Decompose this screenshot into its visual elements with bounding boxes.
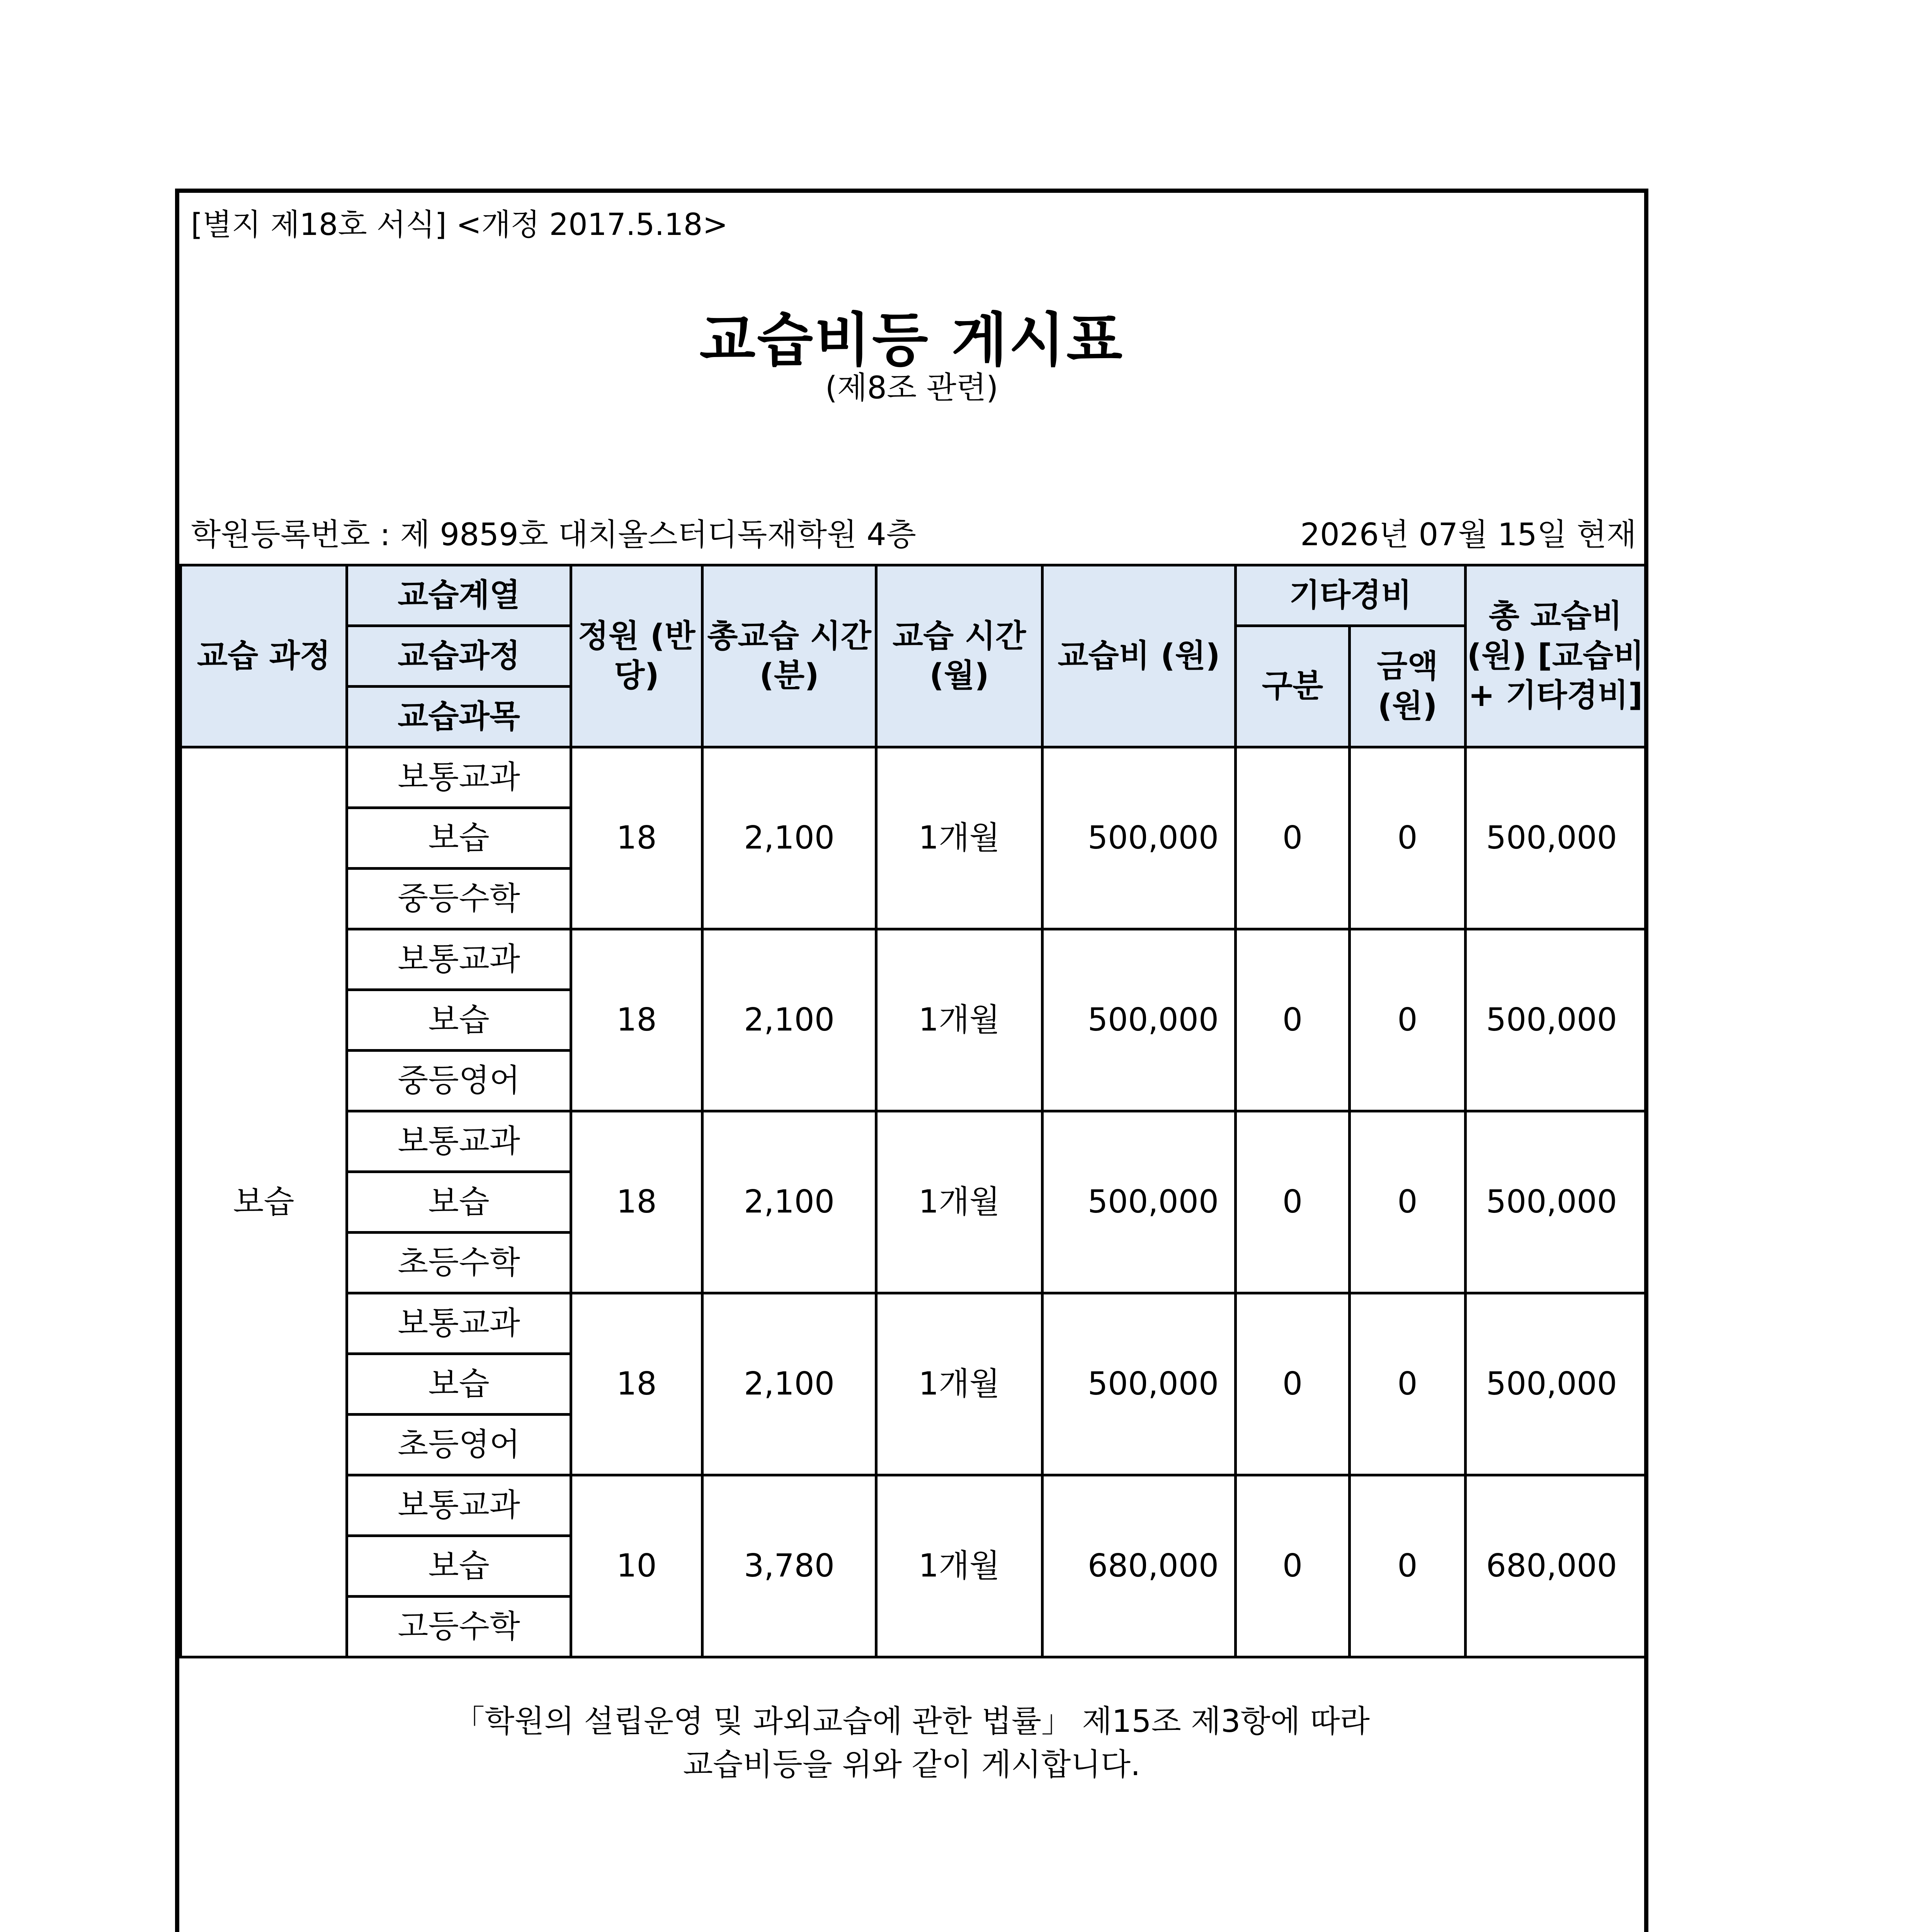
fee-cell: 500,000 [1043,1293,1236,1475]
header-total-time: 총교습 시간(분) [702,565,876,747]
course-type-cell: 보습 [181,747,347,1657]
capacity-cell: 10 [571,1475,702,1657]
category-cell: 0 [1236,747,1350,929]
header-category: 구분 [1236,626,1350,747]
total-cell: 500,000 [1466,1293,1646,1475]
category-cell: 0 [1236,929,1350,1111]
form-reference: [별지 제18호 서식] <개정 2017.5.18> [191,207,728,242]
total-time-cell: 3,780 [702,1475,876,1657]
process-cell: 보습 [347,808,571,869]
period-cell: 1개월 [876,1293,1043,1475]
process-cell: 보습 [347,990,571,1051]
series-cell: 보통교과 [347,1475,571,1536]
subject-cell: 초등수학 [347,1233,571,1293]
header-fee: 교습비 (원) [1043,565,1236,747]
series-cell: 보통교과 [347,747,571,808]
page-title: 교습비등 게시표 [699,307,1124,374]
header-course-type: 교습 과정 [181,565,347,747]
subject-cell: 중등수학 [347,869,571,929]
total-time-cell: 2,100 [702,929,876,1111]
total-cell: 500,000 [1466,1111,1646,1293]
process-cell: 보습 [347,1354,571,1415]
subject-cell: 중등영어 [347,1051,571,1111]
amount-cell: 0 [1350,1111,1466,1293]
period-cell: 1개월 [876,747,1043,929]
capacity-cell: 18 [571,747,702,929]
header-period: 교습 시간 (월) [876,565,1043,747]
category-cell: 0 [1236,1475,1350,1657]
subject-cell: 초등영어 [347,1415,571,1475]
legal-notice [179,1700,1644,1786]
registration-number: 학원등록번호 : 제 9859호 대치올스터디독재학원 4층 [191,517,916,553]
amount-cell: 0 [1350,747,1466,929]
amount-cell: 0 [1350,929,1466,1111]
total-time-cell: 2,100 [702,1111,876,1293]
table-row [181,1475,1646,1536]
fee-cell: 500,000 [1043,747,1236,929]
series-cell: 보통교과 [347,929,571,990]
header-other-expenses: 기타경비 [1236,565,1466,626]
header-total-fee: 총 교습비 (원) [교습비+ 기타경비] [1466,565,1646,747]
series-cell: 보통교과 [347,1293,571,1354]
fee-table [179,564,1647,1658]
category-cell: 0 [1236,1111,1350,1293]
process-cell: 보습 [347,1172,571,1233]
period-cell: 1개월 [876,929,1043,1111]
table-row [181,929,1646,990]
period-cell: 1개월 [876,1475,1043,1657]
page-subtitle: (제8조 관련) [825,370,998,406]
as-of-date: 2026년 07월 15일 현재 [1300,517,1636,553]
fee-posting-form [175,189,1648,1932]
table-row [181,1293,1646,1354]
capacity-cell: 18 [571,1111,702,1293]
legal-notice-line-1: 「학원의 설립운영 및 과외교습에 관한 법률」 제15조 제3항에 따라 [454,1703,1370,1739]
header-capacity: 정원 (반당) [571,565,702,747]
total-time-cell: 2,100 [702,747,876,929]
fee-cell: 680,000 [1043,1475,1236,1657]
table-row [181,747,1646,808]
table-row [181,1111,1646,1172]
amount-cell: 0 [1350,1475,1466,1657]
process-cell: 보습 [347,1536,571,1597]
fee-cell: 500,000 [1043,1111,1236,1293]
header-process: 교습과정 [347,626,571,687]
legal-notice-line-2: 교습비등을 위와 같이 게시합니다. [683,1747,1141,1782]
capacity-cell: 18 [571,1293,702,1475]
fee-cell: 500,000 [1043,929,1236,1111]
header-amount: 금액 (원) [1350,626,1466,747]
header-series: 교습계열 [347,565,571,626]
header-subject: 교습과목 [347,687,571,747]
subject-cell: 고등수학 [347,1597,571,1657]
period-cell: 1개월 [876,1111,1043,1293]
amount-cell: 0 [1350,1293,1466,1475]
capacity-cell: 18 [571,929,702,1111]
total-cell: 500,000 [1466,929,1646,1111]
category-cell: 0 [1236,1293,1350,1475]
total-time-cell: 2,100 [702,1293,876,1475]
total-cell: 500,000 [1466,747,1646,929]
total-cell: 680,000 [1466,1475,1646,1657]
series-cell: 보통교과 [347,1111,571,1172]
